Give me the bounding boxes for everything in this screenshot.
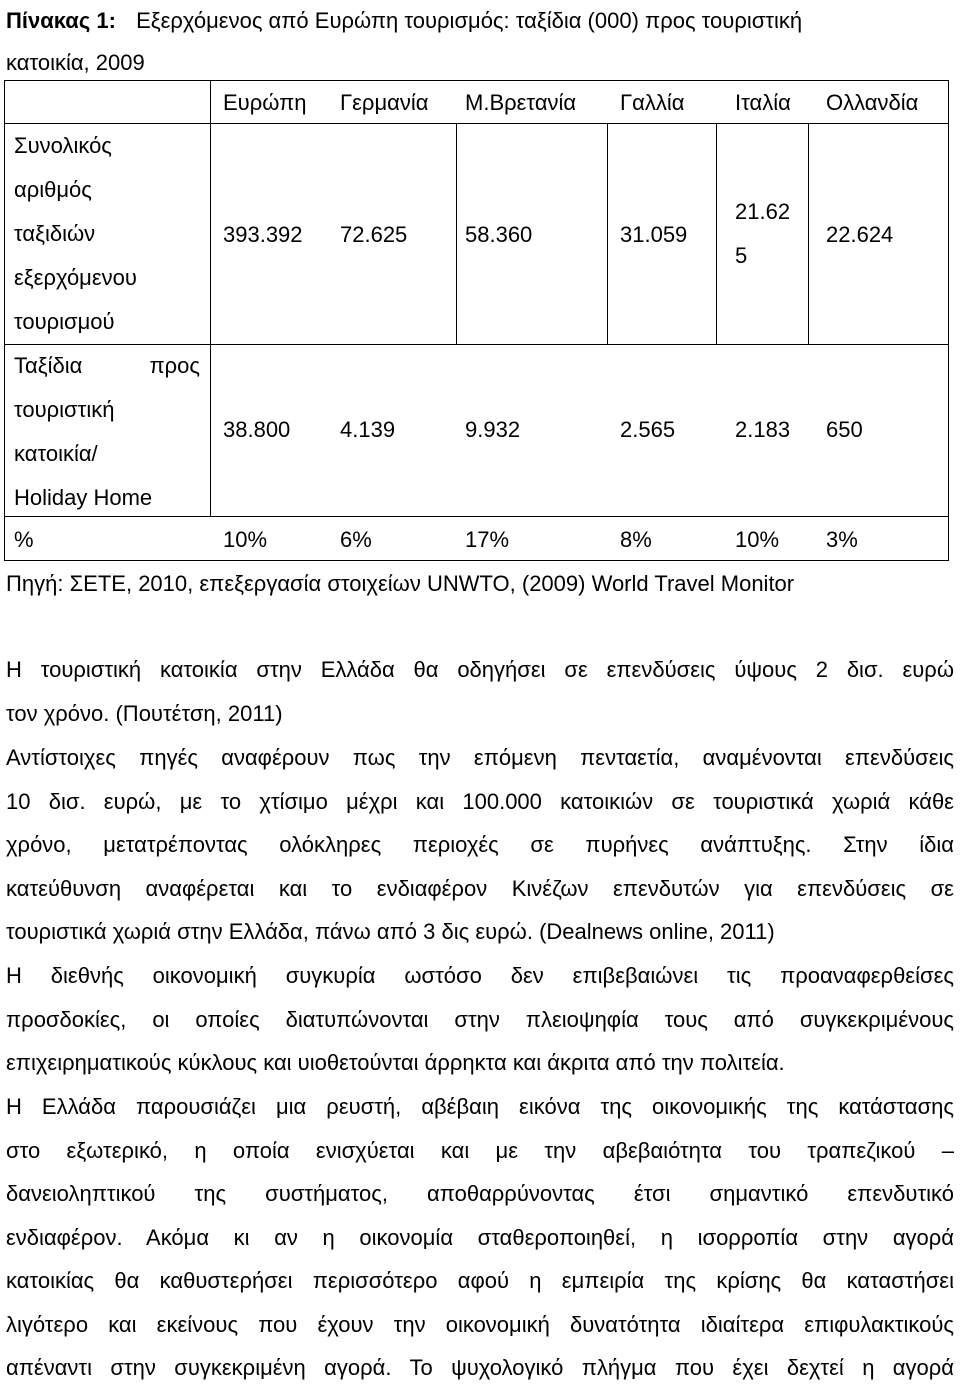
paragraph-investment [6,648,954,735]
table-col-divider-3 [607,123,608,345]
paragraph-line: Αντίστοιχες πηγές αναφέρουν πως την επόμενη πενταετία, αναμένονται επενδύσεις [6,745,954,770]
header-europe: Ευρώπη [223,90,307,115]
header-italy: Ιταλία [735,90,791,115]
table-border-right [948,80,949,561]
header-france: Γαλλία [620,90,685,115]
table-source-note: Πηγή: ΣΕΤΕ, 2010, επεξεργασία στοιχείων UNWTO, (2009) World Travel Monitor [6,571,795,596]
paragraph-economic-conditions [6,954,954,1085]
table-border-top [4,80,949,81]
cell-percent-france: 8% [620,527,652,552]
paragraph-line: Η τουριστική κατοικία στην Ελλάδα θα οδηγήσει σε επενδύσεις ύψους 2 δισ. ευρώ [6,657,954,682]
cell-percent-uk: 17% [465,527,510,552]
header-uk: Μ.Βρετανία [465,90,577,115]
header-germany: Γερμανία [340,90,429,115]
paragraph-sources [6,736,954,954]
paragraph-line: επιχειρηματικούς κύκλους και υιοθετούνται άρρηκτα και άκριτα από την πολιτεία. [6,1050,785,1075]
row-label-line: τουριστική [14,397,115,422]
header-netherlands: Ολλανδία [826,90,919,115]
cell-total-italy-part1: 21.62 [735,199,791,224]
table-border-bottom [4,560,949,561]
paragraph-line: 10 δισ. ευρώ, με το χτίσιμο μέχρι και 100.000 κατοικιών σε τουριστικά χωριά κάθε [6,788,954,814]
paragraph-line: χρόνο, μετατρέποντας ολόκληρες περιοχές σε πυρήνες ανάπτυξης. Στην ίδια [6,832,954,857]
table-col-divider-5 [808,123,809,345]
row-label-holiday-home [14,344,200,520]
cell-total-italy-part2: 5 [735,243,748,268]
cell-holiday-italy: 2.183 [735,417,791,442]
paragraph-line: στο εξωτερικό, η οποία ενισχύεται και με την αβεβαιότητα του τραπεζικού – [6,1137,954,1163]
table-col-divider-4 [716,123,717,345]
paragraph-line: κατοικίας θα καθυστερήσει περισσότερο αφού η εμπειρία της κρίσης θα καταστήσει [6,1268,954,1293]
paragraph-line: δανειοληπτικού της συστήματος, αποθαρρύνοντας έτσι σημαντικό επενδυτικό [6,1181,954,1206]
paragraph-line: κατεύθυνση αναφέρεται και το ενδιαφέρον Κινέζων επενδυτών για επενδύσεις σε [6,875,954,901]
cell-total-uk: 58.360 [465,222,533,247]
cell-percent-germany: 6% [340,527,372,552]
row-label-total-trips [14,124,200,344]
table-col-divider-1 [210,80,211,517]
cell-holiday-netherlands: 650 [826,417,863,442]
row-label-line: ταξιδιών [14,221,96,246]
table-border-left [4,80,5,561]
caption-text-line1: Εξερχόμενος από Ευρώπη τουρισμός: ταξίδια (000) προς τουριστική [136,8,803,33]
row-label-line: τουρισμού [14,309,115,334]
paragraph-line: τουριστικά χωριά στην Ελλάδα, πάνω από 3 δις ευρώ. (Dealnews online, 2011) [6,919,775,944]
cell-holiday-france: 2.565 [620,417,676,442]
paragraph-line: λιγότερο και εκείνους που έχουν την οικονομική δυνατότητα ιδιαίτερα επιφυλακτικούς [6,1311,954,1337]
paragraph-line: απέναντι στην συγκεκριμένη αγορά. Το ψυχολογικό πλήγμα που έχει δεχτεί η αγορά [6,1355,954,1380]
paragraph-line: ενδιαφέρον. Ακόμα κι αν η οικονομία σταθεροποιηθεί, η ισορροπία στην αγορά [6,1224,954,1250]
caption-text-line2: κατοικία, 2009 [6,50,145,75]
row-label-line: Holiday Home [14,485,153,510]
caption-label: Πίνακας 1: [6,8,116,33]
paragraph-line: τον χρόνο. (Πουτέτση, 2011) [6,700,283,726]
row-label-word: Ταξίδια [14,353,83,378]
paragraph-line: προσδοκίες, οι οποίες διατυπώνονται στην πλειοψηφία τους από συγκεκριμένους [6,1006,954,1032]
paragraph-greece-uncertainty [6,1085,954,1390]
row-label-line: εξερχόμενου [14,265,137,290]
row-label-line: αριθμός [14,177,92,202]
row-label-line [14,344,200,388]
cell-holiday-germany: 4.139 [340,417,396,442]
paragraph-line: Η διεθνής οικονομική συγκυρία ωστόσο δεν επιβεβαιώνει τις προαναφερθείσες [6,963,954,988]
paragraph-line: Η Ελλάδα παρουσιάζει μια ρευστή, αβέβαιη εικόνα της οικονομικής της κατάστασης [6,1094,954,1119]
cell-holiday-uk: 9.932 [465,417,521,442]
table-caption [6,0,954,84]
row-label-line: Συνολικός [14,133,112,158]
table-col-divider-2 [456,123,457,345]
row-label-percent: % [14,527,34,552]
cell-total-france: 31.059 [620,222,688,247]
cell-total-netherlands: 22.624 [826,222,894,247]
row-label-line: κατοικία/ [14,441,98,466]
cell-total-europe: 393.392 [223,222,303,247]
cell-holiday-europe: 38.800 [223,417,291,442]
row-label-word: προς [149,353,200,378]
cell-percent-netherlands: 3% [826,527,858,552]
cell-percent-italy: 10% [735,527,780,552]
cell-percent-europe: 10% [223,527,268,552]
cell-total-germany: 72.625 [340,222,408,247]
